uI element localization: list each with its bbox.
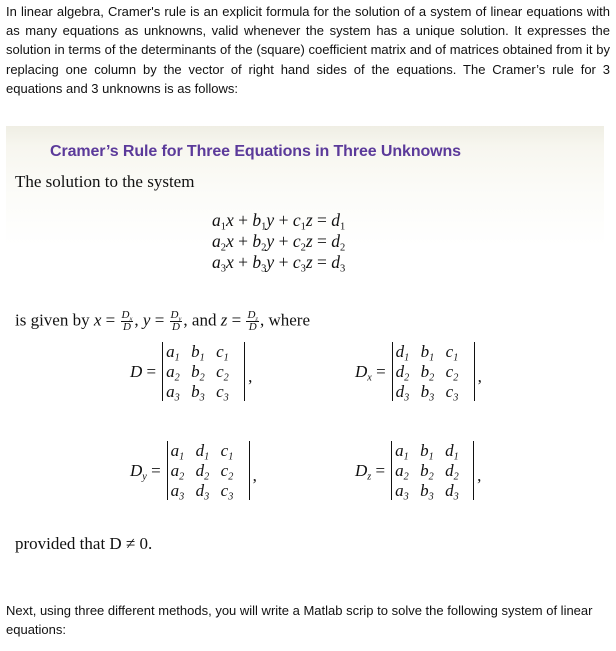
matrix-cell: $c_3$ bbox=[445, 382, 459, 404]
equation-row: $a_1x + b_1y + c_1z = d_1$ bbox=[212, 210, 346, 233]
system-lead-text: The solution to the system bbox=[15, 172, 195, 191]
determinant-dy: $D_y$ = $a_1$ $d_1$ $c_1$ $a_2$ $d_2$ $c_2$ $a_3$ $d_3$ $c_3$ , bbox=[130, 441, 257, 503]
matrix-cell: $c_2$ bbox=[445, 362, 459, 384]
matrix-cell: $c_1$ bbox=[445, 342, 459, 364]
fraction-x: $\frac{D_x}{D}$ bbox=[121, 309, 133, 333]
determinant-d: D = $a_1$ $b_1$ $c_1$ $a_2$ $b_2$ $c_2$ $a_3$ $b_3$ $c_3$ , bbox=[130, 342, 253, 404]
matrix-cell: $a_3$ bbox=[170, 481, 185, 503]
matrix-cell: $b_2$ bbox=[191, 362, 205, 384]
fraction-z: $\frac{D_z}{D}$ bbox=[247, 309, 258, 333]
equation-row: $a_3x + b_3y + c_3z = d_3$ bbox=[212, 252, 346, 275]
equation-system bbox=[212, 210, 345, 273]
matrix-cell: $a_3$ bbox=[395, 481, 409, 503]
matrix-cell: $d_3$ bbox=[445, 481, 459, 503]
matrix-cell: $b_1$ bbox=[191, 342, 205, 364]
matrix-cell: $a_2$ bbox=[395, 461, 409, 483]
determinant-dx: $D_x$ = $d_1$ $b_1$ $c_1$ $d_2$ $b_2$ $c_2$ $d_3$ $b_3$ $c_3$ , bbox=[355, 342, 482, 404]
matrix-cell: $c_1$ bbox=[216, 342, 229, 364]
matrix-cell: $c_1$ bbox=[220, 441, 234, 463]
matrix-cell: $d_1$ bbox=[395, 342, 410, 364]
provided-condition: provided that D ≠ 0. bbox=[15, 534, 153, 553]
box-title: Cramer’s Rule for Three Equations in Three Unknowns bbox=[50, 143, 461, 160]
matrix-cell: $b_3$ bbox=[420, 382, 435, 404]
matrix-cell: $d_3$ bbox=[395, 382, 410, 404]
matrix-cell: $b_3$ bbox=[191, 382, 205, 404]
matrix-cell: $b_2$ bbox=[420, 461, 434, 483]
matrix-cell: $d_2$ bbox=[445, 461, 459, 483]
matrix-cell: $d_2$ bbox=[395, 362, 410, 384]
cramers-rule-box bbox=[6, 126, 604, 566]
intro-paragraph: In linear algebra, Cramer's rule is an explicit formula for the solution of a system of linear equations with as many equations as unknowns, valid whenever the system has a unique solution. It expresses the solution in terms of the determinants of the (square) coefficient matrix and of matrices obtained from it by replacing one column by the vector of right hand sides of the equations. The Cramer’s rule for 3 equations and 3 unknowns is as follows: bbox=[6, 4, 610, 96]
determinant-dz: $D_z$ = $a_1$ $b_1$ $d_1$ $a_2$ $b_2$ $d_2$ $a_3$ $b_3$ $d_3$ , bbox=[355, 441, 482, 503]
matrix-cell: $d_2$ bbox=[195, 461, 210, 483]
matrix-cell: $a_1$ bbox=[166, 342, 180, 364]
matrix-cell: $a_2$ bbox=[170, 461, 185, 483]
matrix-cell: $c_3$ bbox=[220, 481, 234, 503]
matrix-cell: $b_1$ bbox=[420, 342, 435, 364]
matrix-cell: $d_3$ bbox=[195, 481, 210, 503]
fraction-y: $\frac{D_y}{D}$ bbox=[170, 309, 182, 333]
matrix-cell: $b_1$ bbox=[420, 441, 434, 463]
matrix-cell: $d_1$ bbox=[445, 441, 459, 463]
equation-row: $a_2x + b_2y + c_2z = d_2$ bbox=[212, 231, 346, 254]
matrix-cell: $d_1$ bbox=[195, 441, 210, 463]
matrix-cell: $b_2$ bbox=[420, 362, 435, 384]
matrix-cell: $a_3$ bbox=[166, 382, 180, 404]
matrix-cell: $a_1$ bbox=[170, 441, 185, 463]
matrix-cell: $a_2$ bbox=[166, 362, 180, 384]
next-paragraph: Next, using three different methods, you will write a Matlab scrip to solve the following system of linear equations: bbox=[6, 603, 593, 638]
matrix-cell: $b_3$ bbox=[420, 481, 434, 503]
matrix-cell: $a_1$ bbox=[395, 441, 409, 463]
solution-formula: is given by x = $\frac{D_x}{D}$ , y = $\frac{D_y}{D}$ , and z = $\frac{D_z}{D}$ , where bbox=[15, 309, 310, 333]
matrix-cell: $c_2$ bbox=[220, 461, 234, 483]
matrix-cell: $c_3$ bbox=[216, 382, 229, 404]
matrix-cell: $c_2$ bbox=[216, 362, 229, 384]
